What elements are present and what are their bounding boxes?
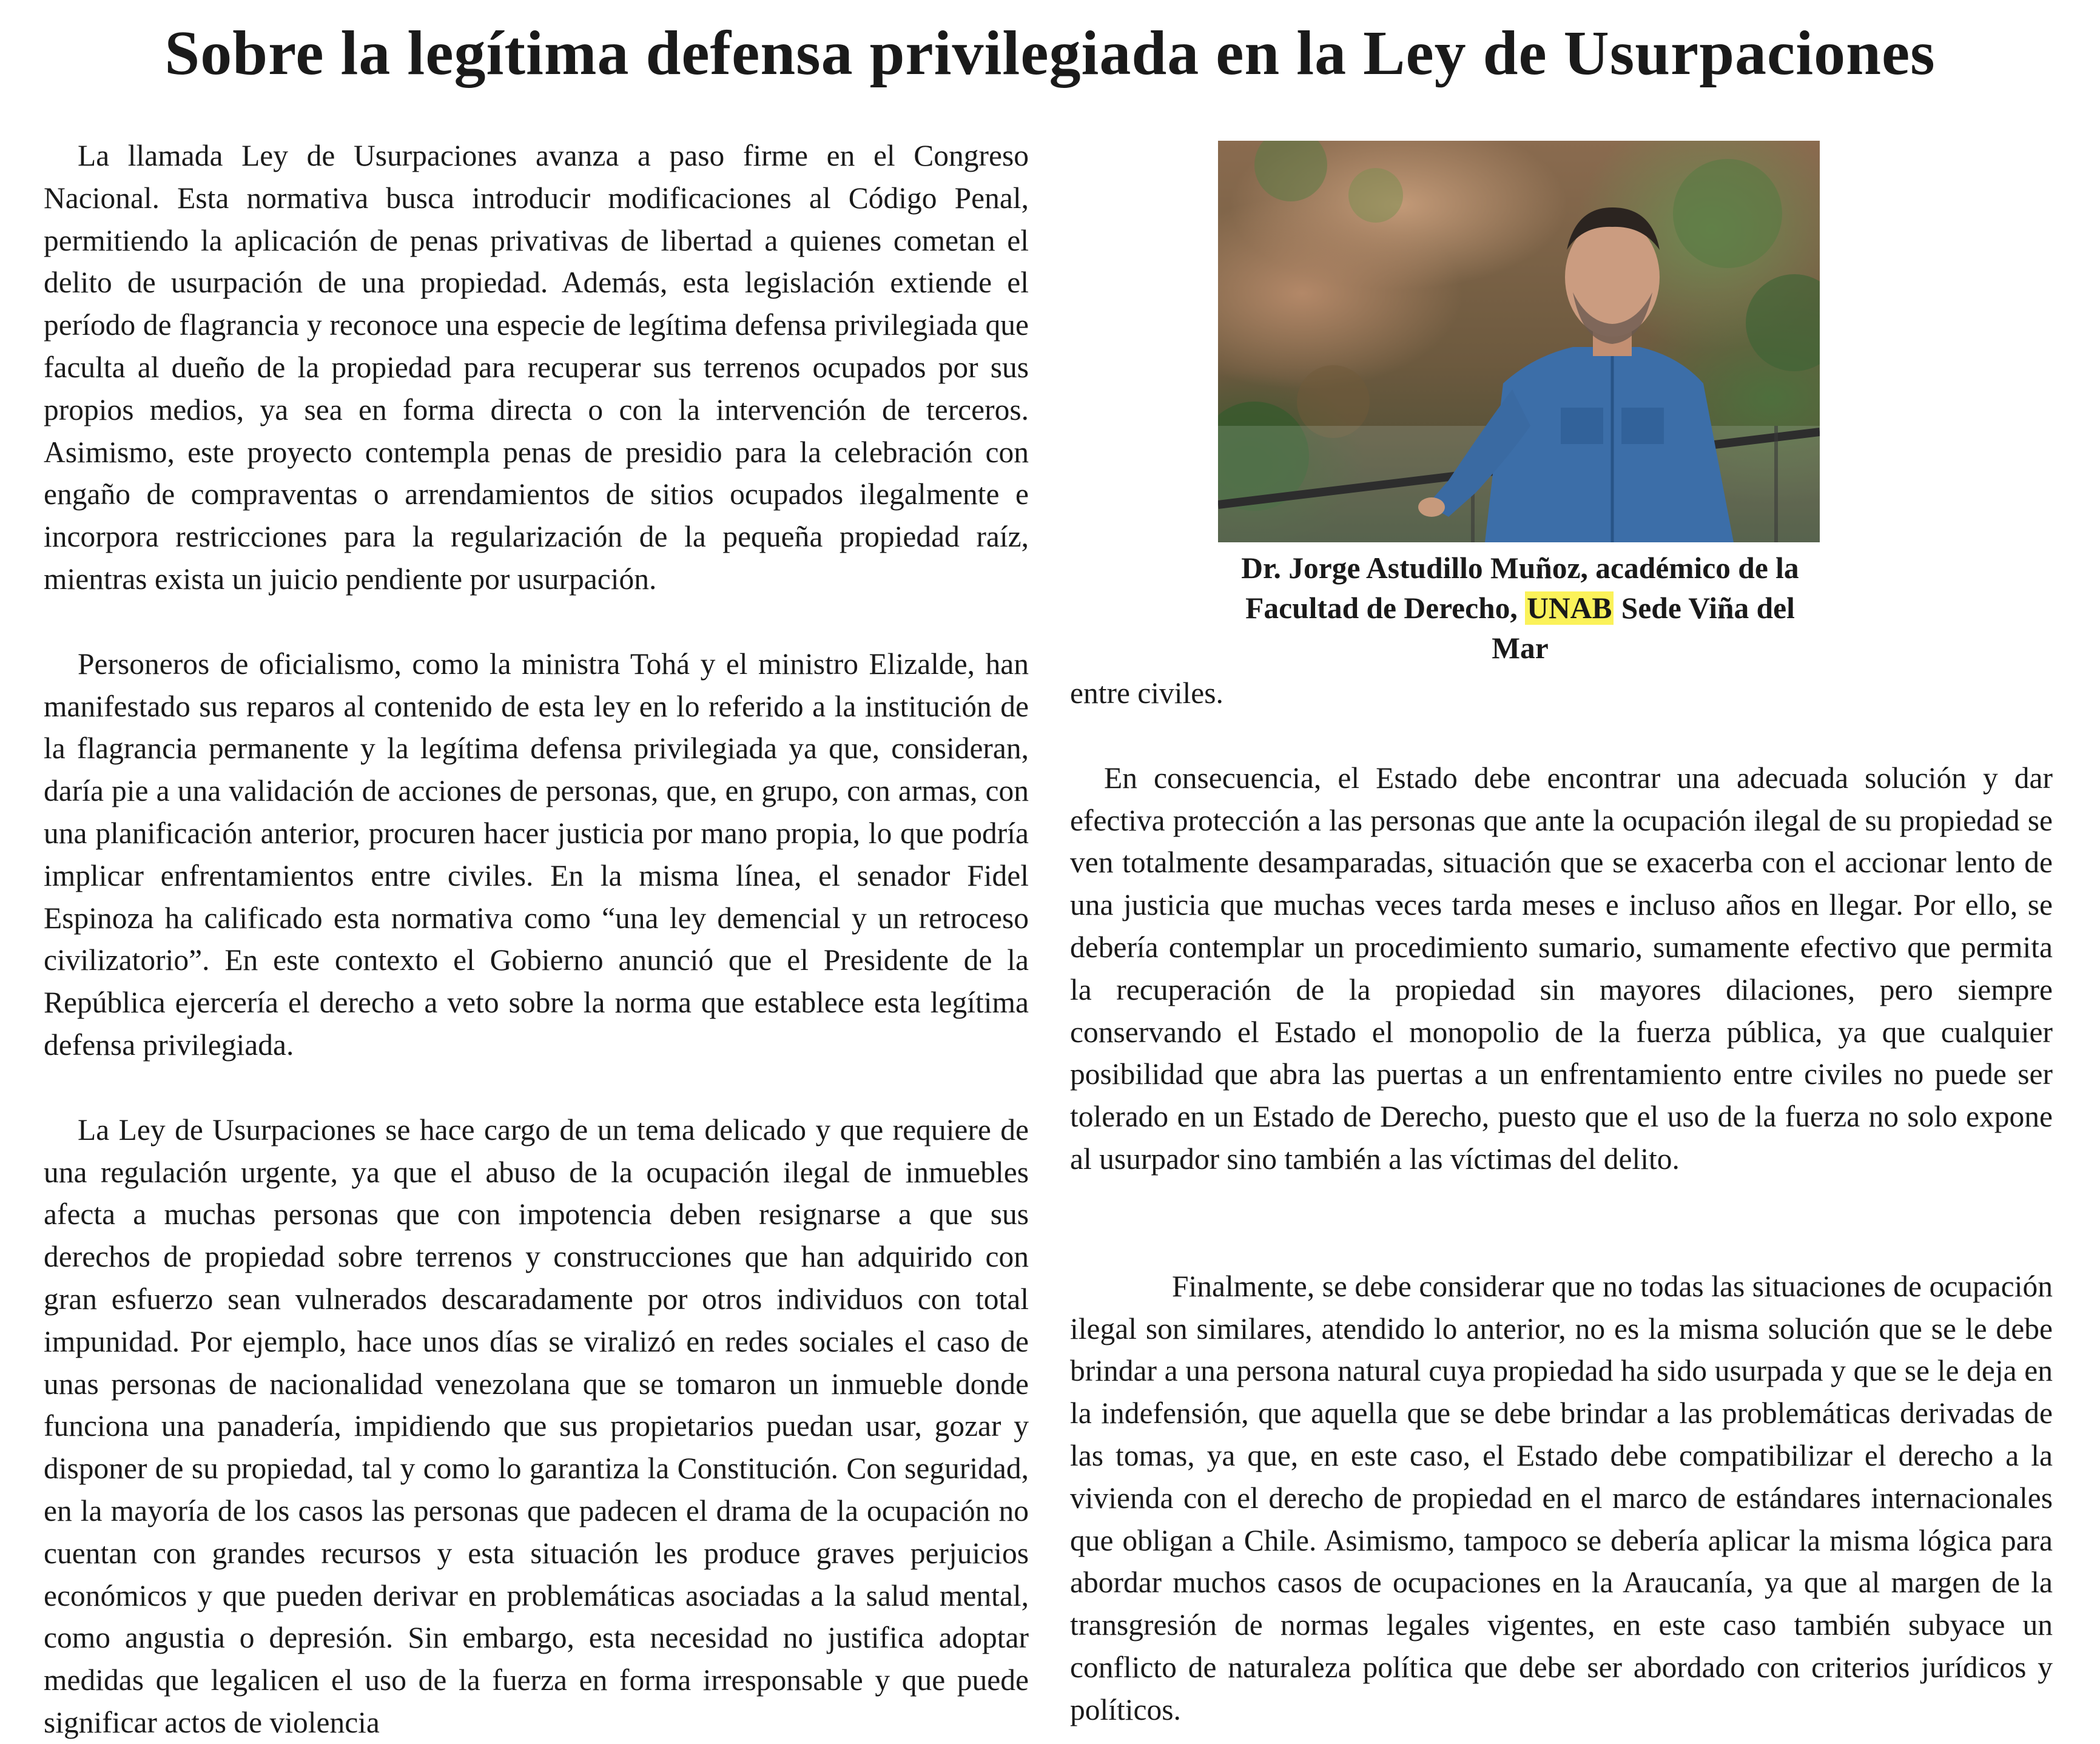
paragraph-spacer	[44, 601, 1029, 643]
caption-text: Dr. Jorge Astudillo Muñoz, académico de la Facultad de Derecho,	[1241, 551, 1799, 625]
left-column	[44, 135, 1029, 1744]
paragraph-intro: La llamada Ley de Usurpaciones avanza a paso firme en el Congreso Nacional. Esta normativa busca introducir modificaciones al Código Penal, permitiendo la aplicación de penas privativas de libertad a quienes cometan el delito de usurpación de una propiedad. Además, esta legislación extiende el período de flagrancia y reconoce una especie de legítima defensa privilegiada que faculta al dueño de la propiedad para recuperar sus terrenos ocupados por sus propios medios, ya sea en forma directa o con la intervención de terceros. Asimismo, este proyecto contempla penas de presidio para la celebración con engaño de compraventas o arrendamientos de sitios ocupados ilegalmente e incorpora restricciones para la regularización de la pequeña propiedad raíz, mientras exista un juicio pendiente por usurpación.	[44, 139, 1029, 596]
right-column	[1070, 672, 2053, 1731]
article-title: Sobre la legítima defensa privilegiada en la Ley de Usurpaciones	[164, 18, 1936, 88]
author-photo-illustration	[1218, 141, 1820, 542]
paragraph-officialism: Personeros de oficialismo, como la ministra Tohá y el ministro Elizalde, han manifestado sus reparos al contenido de esta ley en lo referido a la institución de la flagrancia permanente y la legítima defensa privilegiada ya que, consideran, daría pie a una validación de acciones de personas, que, en grupo, con armas, con una planificación anterior, procuren hacer justicia por mano propia, lo que podría implicar enfrentamientos entre civiles. En la misma línea, el senador Fidel Espinoza ha calificado esta normativa como “una ley demencial y un retroceso civilizatorio”. En este contexto el Gobierno anunció que el Presidente de la República ejercería el derecho a veto sobre la norma que establece esta legítima defensa privilegiada.	[44, 647, 1029, 1062]
paragraph-spacer	[1070, 1180, 2053, 1265]
paragraph-spacer	[44, 1066, 1029, 1109]
author-photo	[1218, 141, 1820, 542]
photo-caption	[1225, 548, 1815, 668]
paragraph-conclusion: Finalmente, se debe considerar que no todas las situaciones de ocupación ilegal son similares, atendido lo anterior, no es la misma solución que se le debe brindar a una persona natural cuya propiedad ha sido usurpada y que se le deja en la indefensión, que aquella que se debe brindar a las problemáticas derivadas de las tomas, ya que, en este caso, el Estado debe compatibilizar el derecho a la vivienda con el derecho de propiedad en el marco de estándares internacionales que obligan a Chile. Asimismo, tampoco se debería aplicar la misma lógica para abordar muchos casos de ocupaciones en la Araucanía, ya que al margen de la transgresión de normas legales vigentes, en este caso también subyace un conflicto de naturaleza política que debe ser abordado con criterios jurídicos y políticos.	[1070, 1269, 2053, 1726]
caption-text-end: Sede Viña del Mar	[1492, 591, 1795, 665]
paragraph-continuation: entre civiles.	[1070, 676, 1223, 710]
paragraph-spacer	[1070, 715, 2053, 757]
paragraph-law-scope: La Ley de Usurpaciones se hace cargo de un tema delicado y que requiere de una regulación urgente, ya que el abuso de la ocupación ilegal de inmuebles afecta a muchas personas que con impotencia deben resignarse a que sus derechos de propiedad sobre terrenos y construcciones que han adquirido con gran esfuerzo sean vulnerados descaradamente por otros individuos con total impunidad. Por ejemplo, hace unos días se viralizó en redes sociales el caso de unas personas de nacionalidad venezolana que se tomaron un inmueble donde funciona una panadería, impidiendo que sus propietarios puedan usar, gozar y disponer de su propiedad, tal y como lo garantiza la Constitución. Con seguridad, en la mayoría de los casos las personas que padecen el drama de la ocupación no cuentan con grandes recursos y esta situación les produce graves perjuicios económicos y que pueden derivar en problemáticas asociadas a la salud mental, como angustia o depresión. Sin embargo, esta necesidad no justifica adoptar medidas que legalicen el uso de la fuerza en forma irresponsable y que puede significar actos de violencia	[44, 1113, 1029, 1739]
paragraph-consequence: En consecuencia, el Estado debe encontrar una adecuada solución y dar efectiva protección a las personas que ante la ocupación ilegal de su propiedad se ven totalmente desamparadas, situación que se exacerba con el accionar lento de una justicia que muchas veces tarda meses e incluso años en llegar. Por ello, se debería contemplar un procedimiento sumario, sumamente efectivo que permita la recuperación de la propiedad sin mayores dilaciones, pero siempre conservando el Estado el monopolio de la fuerza pública, ya que cualquier posibilidad que abra las puertas a un enfrentamiento entre civiles no puede ser tolerado en un Estado de Derecho, puesto que el uso de la fuerza no solo expone al usurpador sino también a las víctimas del delito.	[1070, 761, 2053, 1176]
caption-highlight-unab: UNAB	[1525, 591, 1614, 625]
